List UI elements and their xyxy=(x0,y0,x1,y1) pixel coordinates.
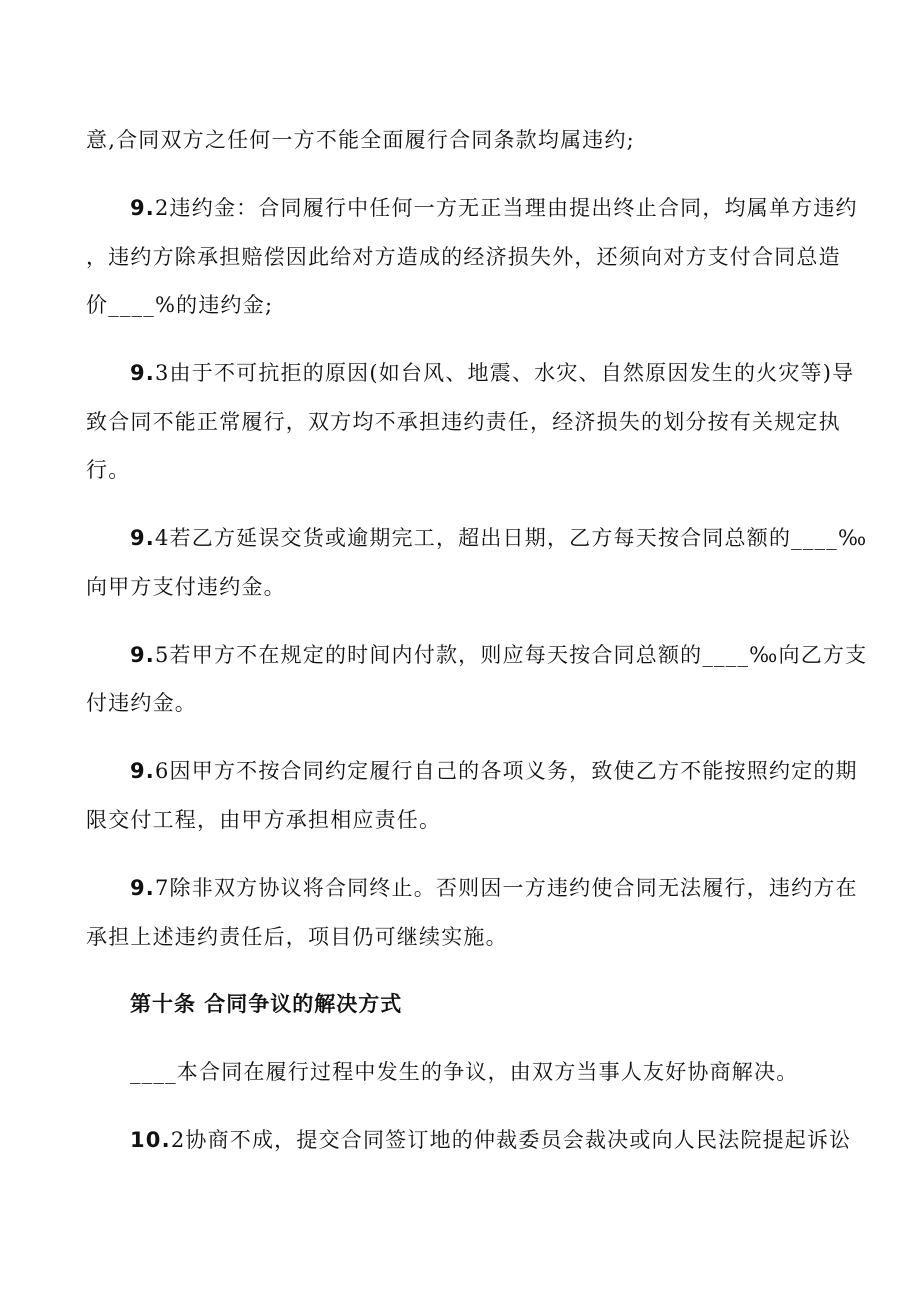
text-line: ____本合同在履行过程中发生的争议，由双方当事人友好协商解决。 xyxy=(130,1060,799,1084)
text-line: 5若甲方不在规定的时间内付款，则应每天按合同总额的____‰向乙方支 xyxy=(155,643,868,667)
text-line: 2协商不成，提交合同签订地的仲裁委员会裁决或向人民法院提起诉讼 xyxy=(170,1128,852,1152)
clause-9-2-line-2 xyxy=(86,242,846,272)
clause-number: 9. xyxy=(130,526,155,550)
text-line: ，违约方除承担赔偿因此给对方造成的经济损失外，还须向对方支付合同总造 xyxy=(86,245,841,269)
text-line: 承担上述违约责任后，项目仍可继续实施。 xyxy=(86,925,508,949)
clause-number: 10. xyxy=(130,1128,171,1152)
text-line: 限交付工程，由甲方承担相应责任。 xyxy=(86,808,442,832)
clause-9-3-line-2 xyxy=(86,407,846,437)
text-line: 意,合同双方之任何一方不能全面履行合同条款均属违约; xyxy=(86,128,635,152)
text-line: 价____%的违约金; xyxy=(86,293,274,317)
clause-number: 9. xyxy=(130,361,155,385)
clause-9-2-line-3 xyxy=(86,290,846,320)
clause-9-6-line-1 xyxy=(130,756,890,786)
text-line: 7除非双方协议将合同终止。否则因一方违约使合同无法履行，违约方在 xyxy=(155,876,858,900)
clause-9-7-line-2 xyxy=(86,922,846,952)
clause-number: 9. xyxy=(130,196,155,220)
clause-number: 9. xyxy=(130,643,155,667)
text-line: 2违约金：合同履行中任何一方无正当理由提出终止合同，均属单方违约 xyxy=(155,196,858,220)
clause-9-3-line-3 xyxy=(86,455,846,485)
clause-9-2-line-1 xyxy=(130,193,890,223)
clause-9-3-line-1 xyxy=(130,358,890,388)
text-line: 6因甲方不按合同约定履行自己的各项义务，致使乙方不能按照约定的期 xyxy=(155,759,858,783)
clause-9-4-line-2 xyxy=(86,572,846,602)
section-heading-article-10 xyxy=(130,989,890,1019)
clause-number: 9. xyxy=(130,876,155,900)
heading-text: 第十条 合同争议的解决方式 xyxy=(130,992,403,1016)
clause-9-5-line-1 xyxy=(130,640,890,670)
clause-9-5-line-2 xyxy=(86,688,846,718)
clause-number: 9. xyxy=(130,759,155,783)
clause-10-2-line-1 xyxy=(130,1125,890,1155)
clause-9-4-line-1 xyxy=(130,523,890,553)
text-line: 向甲方支付违约金。 xyxy=(86,575,286,599)
paragraph-breach-intro xyxy=(86,125,846,155)
text-line: 4若乙方延误交货或逾期完工，超出日期，乙方每天按合同总额的____‰ xyxy=(155,526,868,550)
clause-10-1-line-1 xyxy=(130,1057,890,1087)
text-line: 行。 xyxy=(86,458,131,482)
text-line: 3由于不可抗拒的原因(如台风、地震、水灾、自然原因发生的火灾等)导 xyxy=(155,361,855,385)
clause-9-6-line-2 xyxy=(86,805,846,835)
text-line: 致合同不能正常履行，双方均不承担违约责任，经济损失的划分按有关规定执 xyxy=(86,410,841,434)
clause-9-7-line-1 xyxy=(130,873,890,903)
text-line: 付违约金。 xyxy=(86,691,197,715)
